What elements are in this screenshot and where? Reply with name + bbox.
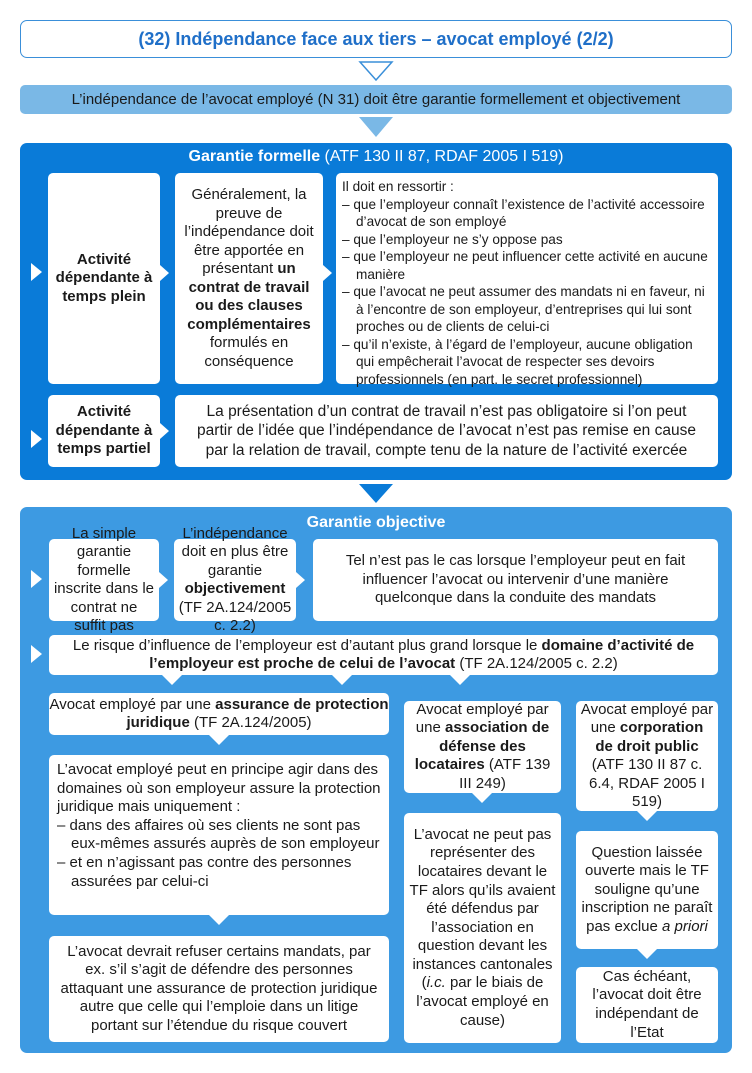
risk-text	[59, 637, 708, 674]
tenants-header-box	[404, 701, 561, 793]
tenants-header-pre: Avocat employé par une	[415, 700, 549, 737]
arrow-down-outline-icon	[358, 60, 394, 82]
public-header-pre: Avocat employé par une	[580, 700, 714, 736]
public-state-box	[576, 967, 718, 1043]
risk-bold: domaine d’activité de l’employeur est proche de celui de l’avocat	[149, 636, 695, 672]
proof-pre: Généralement, la preuve de l’indépendance doit être apportée en présentant	[184, 186, 314, 277]
objective-guarantee-section	[20, 507, 732, 1053]
connector-down-icon	[637, 949, 657, 959]
tenants-text-pre: L’avocat ne peut pas représenter des locataires devant le TF alors qu’ils avaient été défendus par l’association en question devant les instances cantonales (	[409, 825, 556, 992]
tenants-header-text	[408, 701, 557, 794]
public-question-text	[580, 844, 714, 937]
public-question-pre: Question laissée ouverte mais le TF souligne qu’une inscription ne paraît pas exclue	[581, 843, 713, 935]
connector-right-icon	[160, 265, 169, 281]
connector-right-icon	[160, 423, 169, 439]
objective-required-post: (TF 2A.124/2005 c. 2.2)	[178, 598, 292, 634]
formal-title-ref: (ATF 130 II 87, RDAF 2005 I 519)	[320, 148, 564, 165]
arrow-down-icon	[359, 484, 393, 503]
insurance-header-box	[49, 693, 389, 735]
proof-text	[181, 186, 317, 371]
formal-insufficient-text: La simple garantie formelle inscrite dans le contrat ne suffit pas	[53, 524, 155, 634]
objective-section-title: Garantie objective	[306, 514, 446, 531]
full-time-label-text: Activité dépendante à temps plein	[55, 250, 153, 305]
title-text: (32) Indépendance face aux tiers – avocat employé (2/2)	[138, 28, 614, 49]
connector-right-icon	[159, 572, 168, 588]
insurance-header-post: (TF 2A.124/2005)	[189, 714, 312, 731]
requirement-item: – que l’avocat ne peut assumer des mandats ni en faveur, ni à l’encontre de son employeur, d’entreprises qui lui sont proches ou de clients de celui-ci	[342, 284, 705, 334]
diagram-title	[20, 20, 732, 58]
formal-section-title	[20, 148, 732, 166]
connector-down-icon	[332, 675, 352, 685]
part-time-text: La présentation d’un contrat de travail n’est pas obligatoire si l’on peut partir de l’idée que l’indépendance de l’avocat n’est pas remise en cause par la relation de travail, compte tenu de la nature de l’activité exercée	[197, 402, 696, 459]
public-question-box	[576, 831, 718, 949]
tenants-header-post: (ATF 139 III 249)	[459, 756, 551, 792]
connector-right-icon	[296, 572, 305, 588]
part-time-label	[48, 395, 160, 467]
formal-guarantee-section	[20, 143, 732, 480]
insurance-header-bold: assurance de protection juridique	[126, 695, 389, 731]
refuse-mandates-text: L’avocat devrait refuser certains mandats, par ex. s’il s’agit de défendre des personnes attaquant une assurance de protection juridique autre que celle qui l’emploie dans un litige portant sur l’étendue du risque couvert	[60, 942, 378, 1034]
formal-insufficient-box	[49, 524, 159, 634]
refuse-mandates-box	[49, 936, 389, 1042]
public-state-text: Cas échéant, l’avocat doit être indépendant de l’Etat	[592, 967, 702, 1041]
requirements-heading: Il doit en ressortir :	[342, 179, 454, 194]
tenants-header-bold: association de défense des locataires	[414, 719, 550, 774]
influence-text: Tel n’est pas le cas lorsque l’employeur peut en fait influencer l’avocat ou intervenir d’une manière quelconque dans la conduite des mandats	[345, 552, 686, 607]
row-arrow-icon	[31, 430, 42, 448]
insurance-header-text	[49, 696, 389, 733]
objective-required-pre: L’indépendance doit en plus être garantie	[181, 524, 289, 579]
insurance-rules-box	[49, 755, 389, 915]
requirement-item: – que l’employeur ne s’y oppose pas	[342, 231, 563, 247]
connector-down-icon	[209, 915, 229, 925]
row-arrow-icon	[31, 570, 42, 588]
tenants-text-post: par le biais de l’avocat employé en cause)	[416, 974, 549, 1029]
tenants-text-box	[404, 813, 561, 1043]
part-time-label-text: Activité dépendante à temps partiel	[55, 403, 153, 458]
requirement-item: – que l’employeur connaît l’existence de l’activité accessoire d’avocat de son employé	[342, 196, 705, 229]
insurance-rule-item: – dans des affaires où ses clients ne sont pas eux-mêmes assurés auprès de son employeur	[57, 816, 380, 853]
risk-pre: Le risque d’influence de l’employeur est d’autant plus grand lorsque le	[72, 636, 542, 654]
insurance-header-pre: Avocat employé par une	[49, 695, 216, 713]
public-question-italic: a priori	[662, 917, 708, 935]
connector-down-icon	[209, 735, 229, 745]
intro-statement	[20, 85, 732, 114]
insurance-rule-item: – et en n’agissant pas contre des personnes assurées par celui-ci	[57, 853, 352, 890]
proof-box	[175, 173, 323, 384]
public-header-bold: corporation de droit public	[595, 719, 704, 755]
row-arrow-icon	[31, 263, 42, 281]
connector-down-icon	[472, 793, 492, 803]
connector-down-icon	[637, 811, 657, 821]
connector-down-icon	[450, 675, 470, 685]
public-header-post: (ATF 130 II 87 c. 6.4, RDAF 2005 I 519)	[589, 756, 705, 810]
part-time-text-box	[175, 395, 718, 467]
formal-title-bold: Garantie formelle	[188, 148, 321, 165]
influence-box	[313, 539, 718, 621]
proof-bold: un contrat de travail ou des clauses complémentaires	[187, 260, 311, 333]
risk-post: (TF 2A.124/2005 c. 2.2)	[455, 655, 618, 672]
arrow-down-icon	[359, 117, 393, 137]
intro-text: L’indépendance de l’avocat employé (N 31) doit être garantie formellement et objectivement	[71, 91, 681, 108]
row-arrow-icon	[31, 645, 42, 663]
public-header-box	[576, 701, 718, 811]
full-time-label	[48, 173, 160, 384]
public-header-text	[580, 701, 714, 812]
risk-box	[49, 635, 718, 675]
connector-right-icon	[323, 265, 332, 281]
insurance-rules-heading: L’avocat employé peut en principe agir dans des domaines où son employeur assure la protection juridique mais uniquement :	[57, 761, 381, 816]
tenants-text	[408, 826, 557, 1031]
objective-required-text	[178, 525, 292, 636]
objective-required-bold: objectivement	[184, 580, 286, 597]
requirements-box	[336, 173, 718, 387]
requirement-item: – qu’il n’existe, à l’égard de l’employeur, aucune obligation qui empêcherait l’avocat de respecter ses devoirs professionnels (en part. le secret professionnel)	[342, 336, 693, 387]
connector-down-icon	[162, 675, 182, 685]
proof-post: formulés en conséquence	[204, 334, 294, 370]
requirement-item: – que l’employeur ne peut influencer cette activité en aucune manière	[342, 249, 708, 282]
objective-required-box	[174, 524, 296, 634]
tenants-text-italic: i.c.	[426, 974, 446, 992]
